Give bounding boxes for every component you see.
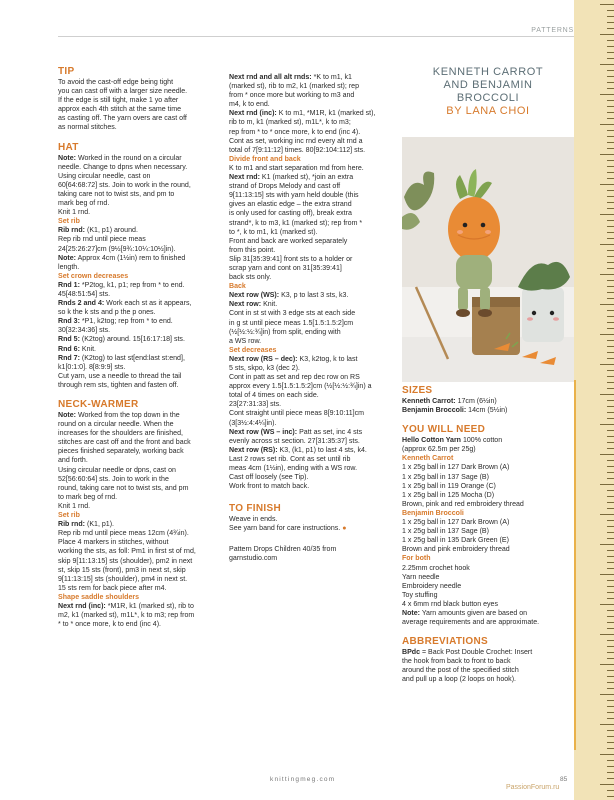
ruler-tick [600,244,614,245]
end-mark-icon: ● [342,525,347,533]
ruler-tick [607,250,614,251]
ruler-tick [600,544,614,545]
credit-text: garnstudio.com [229,554,278,562]
ruler-tick [607,718,614,719]
ruler-tick [607,448,614,449]
ruler-tick [607,496,614,497]
dec-text: (3[3½:4:4¼]in). [229,419,277,427]
ruler-tick [600,634,614,635]
ruler-tick [607,28,614,29]
ruler-tick [607,346,614,347]
nw-text: stitches are cast off and the front and back [58,439,191,447]
crown-text: through rem sts, tighten and fasten off. [58,381,179,389]
divide-text: from this point. [229,246,276,254]
accent-rule [574,380,576,750]
ruler-tick [607,490,614,491]
ruler-tick [607,418,614,419]
ruler-tick [600,514,614,515]
to-finish-heading: TO FINISH [229,503,281,515]
tip-text: approx each 4th stitch at the same time [58,106,181,114]
set-rib-subheading-2: Set rib [58,512,80,520]
ruler-tick [607,670,614,671]
nw-text: Knit 1 rnd. [58,502,91,510]
ruler-tick [600,304,614,305]
ruler-tick [607,292,614,293]
decreases-subheading: Set decreases [229,346,277,354]
crown-text: Rnds 2 and 4: Work each st as it appears, [58,300,192,308]
ruler-tick [607,286,614,287]
ruler-tick [607,736,614,737]
yarn-text: Hello Cotton Yarn 100% cotton [402,437,503,445]
ruler-tick [607,52,614,53]
hat-text: Using circular needle, cast on [58,172,151,180]
ruler-tick [607,196,614,197]
crown-text: Rnd 7: (K2tog) to last st[end:last st:end], [58,354,185,362]
rib2-text: 15 sts rem for back piece after m4. [58,584,167,592]
nw-text: increases for the shoulders are finished, [58,430,183,438]
ruler-tick [607,262,614,263]
ruler-tick [607,256,614,257]
ruler-tick [607,790,614,791]
ruler-tick [607,436,614,437]
ruler-tick [607,106,614,107]
hat-text: Note: Worked in the round on a circular [58,154,182,162]
dec-text: approx every 1.5[1.5:1.5:2]cm (½[½:½:¾]in) a [229,383,372,391]
ruler-tick [607,706,614,707]
ruler-tick [607,166,614,167]
abbr-text: and pull up a loop (2 loops on hook). [402,676,517,684]
ruler-tick [607,232,614,233]
nw-text: round on a circular needle. When the [58,421,174,429]
hat-text: 60[64:68:72] sts. Join to work in the round, [58,181,191,189]
ruler-tick [600,484,614,485]
ruler-tick [607,598,614,599]
ruler-tick [607,136,614,137]
dec-text: Work front to match back. [229,483,310,491]
nw-text: pieces finished separately, working back [58,448,184,456]
ruler-tick [607,628,614,629]
hat-text: mark beg of rnd. [58,200,110,208]
ruler-tick [607,730,614,731]
material-item: Brown, pink and red embroidery thread [402,500,524,508]
material-item: Toy stuffing [402,591,438,599]
ruler-tick [607,526,614,527]
rib2-text: Place 4 markers in stitches, without [58,539,169,547]
ruler-tick [607,22,614,23]
column-right [402,385,572,685]
abbreviations-heading: ABBREVIATIONS [402,636,488,648]
rib2-text: Rep rib rnd until piece meas 12cm (4¾in). [58,530,189,538]
ruler-tick [607,586,614,587]
ruler-tick [607,796,614,797]
back-text: rib to m, k1 (marked st), m1L*, k to m3; [229,119,351,127]
divide-text: strand of Drops Melody and cast off [229,183,341,191]
ruler-tick [600,334,614,335]
material-item: Embroidery needle [402,582,462,590]
ruler-tick [600,364,614,365]
material-item: 1 x 25g ball in 127 Dark Brown (A) [402,464,510,472]
dec-text: Cont in patt as set and rep dec row on RS [229,374,360,382]
ruler-tick [607,538,614,539]
ruler-tick [600,4,614,5]
title-line: AND BENJAMIN [443,79,533,91]
back-text: from * once more but working to m3 and [229,92,355,100]
ruler-tick [607,430,614,431]
ruler-tick [607,466,614,467]
ruler-tick [607,82,614,83]
divide-text: Front and back are worked separately [229,237,348,245]
ruler-tick [600,664,614,665]
ruler-tick [607,178,614,179]
ruler-tick [607,640,614,641]
divide-text: gives an elastic edge – the extra strand [229,201,352,209]
nw-text: to mark beg of rnd. [58,493,118,501]
ruler-tick [600,94,614,95]
saddle-text: Next rnd (inc): *M1R, k1 (marked st), rib to [58,602,194,610]
pattern-title [402,66,574,118]
ruler-tick [607,70,614,71]
ruler-tick [607,556,614,557]
ruler-tick [607,322,614,323]
finish-text: See yarn band for care instructions. ● [229,525,347,533]
back-text: Next rnd and all alt rnds: *K to m1, k1 [229,74,352,81]
crown-text: Rnd 5: (K2tog) around. 15[16:17:18] sts. [58,336,185,344]
rib-text: Note: Approx 4cm (1½in) rem to finished [58,254,186,262]
ruler-tick [600,694,614,695]
ruler-tick [600,454,614,455]
title-line: BROCCOLI [456,92,520,104]
ruler-tick [607,508,614,509]
column-middle [229,73,399,563]
ruler-tick [607,100,614,101]
material-item: 4 x 6mm rnd black button eyes [402,600,498,608]
title-line: KENNETH CARROT [432,66,544,78]
ruler-tick [607,742,614,743]
ruler-tick [607,592,614,593]
back-row-text: Next row (WS): K3, p to last 3 sts, k3. [229,292,349,300]
ruler-tick [600,724,614,725]
abbr-text: around the post of the specified stitch [402,667,519,675]
material-item: Yarn needle [402,573,440,581]
rib-text: length. [58,263,80,271]
hat-text: taking care not to twist sts, and pm to [58,190,175,198]
ruler-tick [607,328,614,329]
material-item: 1 x 25g ball in 137 Sage (B) [402,473,489,481]
tip-text: you can cast off with a larger size needle. [58,88,188,96]
crown-text: so k the k sts and p the p ones. [58,309,156,317]
dec-text: 23[27:31:33] sts. [229,401,282,409]
ruler-tick [607,298,614,299]
divide-text: 9[11:13:15] sts with yarn held double (this [229,192,359,200]
neck-warmer-heading: NECK-WARMER [58,399,139,410]
title-byline: BY LANA CHOI [446,105,530,117]
yarn-text: (approx 62.5m per 25g) [402,446,476,454]
divide-text: strand*, k to m3, k1 (marked st); rep from * [229,219,363,227]
ruler-tick [607,550,614,551]
ruler-tick [607,562,614,563]
nw-text: and forth. [58,457,88,465]
ruler-tick [607,502,614,503]
divide-text: Next rnd: K1 (marked st), *join an extra [229,174,354,182]
rib2-text: st, skip 15 sts (front), pm3 in next st, skip [58,566,186,574]
ruler-tick [600,604,614,605]
dec-text: Next row (RS – dec): K3, k2tog, k to last [229,355,358,363]
rib-text: Rib rnd: (K1, p1) around. [58,227,138,235]
footer-site: knittingmeg.com [270,776,336,783]
material-item: Brown and pink embroidery thread [402,546,510,554]
ruler-tick [607,400,614,401]
ruler-tick [607,46,614,47]
material-item: 1 x 25g ball in 125 Mocha (D) [402,491,495,499]
set-rib-subheading: Set rib [58,218,80,226]
ruler-tick [607,280,614,281]
ruler-tick [607,460,614,461]
ruler-tick [607,388,614,389]
dec-text: Next row (WS – inc): Patt as set, inc 4 sts [229,428,363,436]
ruler-tick [607,688,614,689]
ruler-tick [600,184,614,185]
back-row-text: Cont in st st with 3 edge sts at each side [229,310,356,318]
watermark: PassionForum.ru [506,784,560,791]
tip-text: as casting off. The yarn overs are cast off [58,115,187,123]
ruler-tick [600,214,614,215]
rib2-text: working the sts, as foll: Pm1 in first st of rnd, [58,548,196,556]
back-text: Cont as set, working inc rnd every alt rnd a [229,137,363,145]
back-subheading: Back [229,283,246,291]
divide-text: to *, k to m1, k1 (marked st). [229,228,318,236]
material-item: 1 x 25g ball in 119 Orange (C) [402,482,496,490]
ruler-tick [607,532,614,533]
abbr-text: BPdc = Back Post Double Crochet: Insert [402,649,533,657]
ruler-tick [607,772,614,773]
sizes-text: Kenneth Carrot: 17cm (6½in) [402,398,497,405]
ruler-tick [607,88,614,89]
ruler-tick [607,700,614,701]
ruler-tick [607,478,614,479]
ruler-tick [607,238,614,239]
divide-text: back sts only. [229,274,272,282]
ruler-tick [607,658,614,659]
ruler-tick [607,568,614,569]
ruler-tick [607,376,614,377]
ruler-tick [607,142,614,143]
ruler-tick [607,202,614,203]
crown-text: 45[48:51:54] sts. [58,290,111,298]
dec-text: meas 4cm (1½in), ending with a WS row. [229,465,358,473]
back-row-text: a WS row. [229,337,262,345]
hat-text: needle. Change to dpns when necessary. [58,163,188,171]
material-item: 1 x 25g ball in 135 Dark Green (E) [402,537,509,545]
ruler-tick [607,16,614,17]
ruler-tick [600,34,614,35]
rib2-text: Rib rnd: (K1, p1). [58,521,114,529]
ruler-tick [607,130,614,131]
ruler-tick [607,208,614,209]
ruler-tick [607,172,614,173]
back-text: total of 7[9:11:12] times. 80[92:104:112] sts. [229,146,366,154]
dec-text: Last 2 rows set rib. Cont as set until rib [229,455,351,463]
note-text: Note: Yarn amounts given are based on [402,609,528,617]
ruler-tick [607,10,614,11]
ruler-tick [607,316,614,317]
ruler-tick [607,406,614,407]
ruler-tick [607,778,614,779]
divide-text: K to m1 and start separation rnd from here. [229,164,364,172]
sizes-heading: SIZES [402,385,433,396]
ruler-tick [607,616,614,617]
divide-subheading: Divide front and back [229,155,301,163]
dec-text: 5 sts, skpo, k3 (dec 2). [229,365,300,372]
back-text: rep from * to * once more, k to end (inc 4). [229,128,361,136]
ruler-strip [574,0,614,800]
ruler-tick [607,58,614,59]
product-photo [402,137,574,382]
finish-text: Weave in ends. [229,516,278,524]
tip-text: as normal stitches. [58,124,117,132]
ruler-tick [607,412,614,413]
crown-text: 30[32:34:36] sts. [58,327,111,335]
back-row-text: in g st until piece meas 1.5[1.5:1.5:2]cm [229,319,354,327]
saddle-subheading: Shape saddle shoulders [58,593,140,601]
page-number: 85 [560,776,568,783]
rib2-text: 9[11:13:15] sts (shoulder), pm4 in next st. [58,575,188,583]
for-both-subheading: For both [402,555,431,563]
ruler-tick [600,754,614,755]
abbr-text: the hook from back to front to back [402,658,511,666]
tip-text: To avoid the cast-off edge being tight [58,79,174,86]
material-item: 1 x 25g ball in 127 Dark Brown (A) [402,519,510,527]
saddle-text: * to * once more, k to end (inc 4). [58,621,162,629]
ruler-tick [607,112,614,113]
material-item: 1 x 25g ball in 137 Sage (B) [402,528,489,536]
ruler-tick [607,748,614,749]
tip-text: If the edge is still tight, make 1 yo after [58,97,179,105]
ruler-tick [607,226,614,227]
header-divider [58,36,574,37]
ruler-tick [600,424,614,425]
ruler-tick [607,646,614,647]
crown-text: Rnd 3: *P1, k2tog; rep from * to end. [58,318,173,326]
dec-text: Next row (RS): K3, (k1, p1) to last 4 sts, k4. [229,446,367,454]
back-row-text: Next row: Knit. [229,301,278,309]
ruler-tick [607,40,614,41]
rib2-text: skip 9[11:13:15] sts (shoulder), pm2 in next [58,557,193,565]
dec-text: total of 4 times on each side. [229,392,319,400]
tip-heading: TIP [58,66,75,77]
ruler-tick [607,766,614,767]
nw-text: Using circular needle or dpns, cast on [58,466,176,474]
ruler-tick [607,340,614,341]
ruler-tick [607,382,614,383]
ruler-tick [607,220,614,221]
ruler-tick [607,610,614,611]
ruler-tick [600,784,614,785]
crown-text: Rnd 1: *P2tog, k1, p1; rep from * to end. [58,281,185,289]
ruler-tick [607,160,614,161]
rib-text: 24[25:26:27]cm (9½[9¾:10¼:10½]in). [58,245,176,253]
kenneth-subheading: Kenneth Carrot [402,455,454,463]
divide-text: Slip 31[35:39:41] front sts to a holder or [229,255,353,263]
crown-text: Rnd 6: Knit. [58,345,96,353]
ruler-tick [607,76,614,77]
ruler-tick [607,760,614,761]
section-tag: PATTERNS [531,27,574,34]
ruler-tick [607,352,614,353]
ruler-tick [600,124,614,125]
divide-text: scrap yarn and cont on 31[35:39:41] [229,264,342,272]
column-left [58,66,223,629]
back-text: m4, k to end. [229,101,270,109]
crown-subheading: Set crown decreases [58,272,129,280]
saddle-text: m2, k1 (marked st), m1L*, k to m3; rep from [58,612,195,620]
ruler-tick [607,268,614,269]
sizes-text: Benjamin Broccoli: 14cm (5½in) [402,407,508,415]
ruler-tick [600,154,614,155]
material-item: 2.25mm crochet hook [402,564,470,572]
ruler-tick [600,574,614,575]
crown-text: k1[0:1:0]. 8[8:9:9] sts. [58,363,126,371]
benjamin-subheading: Benjamin Broccoli [402,509,464,517]
ruler-tick [600,64,614,65]
hat-text: Knit 1 rnd. [58,209,91,217]
ruler-tick [600,274,614,275]
credit-text: Pattern Drops Children 40/35 from [229,545,337,553]
ruler-tick [607,682,614,683]
back-text: Next rnd (inc): K to m1, *M1R, k1 (marked st), [229,110,376,118]
nw-text: round, taking care not to twist sts, and pm [58,484,189,492]
ruler-tick [607,370,614,371]
ruler-tick [607,442,614,443]
hat-heading: HAT [58,141,79,153]
dec-text: evenly across st section. 27[31:35:37] sts. [229,437,360,445]
note-text: average requirements and are approximate. [402,619,540,627]
ruler-tick [607,358,614,359]
ruler-tick [607,148,614,149]
ruler-tick [607,310,614,311]
you-will-need-heading: YOU WILL NEED [402,424,486,436]
ruler-tick [607,190,614,191]
dec-text: Cast off loosely (see Tip). [229,474,309,482]
nw-text: Note: Worked from the top down in the [58,412,180,419]
divide-text: is only used for casting off), break extra [229,210,352,218]
ruler-tick [607,676,614,677]
dec-text: Cont straight until piece meas 8[9:10:11]cm [229,410,365,418]
nw-text: 52[56:60:64] sts. Join to work in the [58,475,169,483]
crown-text: Cut yarn, use a needle to thread the tail [58,372,182,380]
rib-text: Rep rib rnd until piece meas [58,236,146,244]
ruler-tick [600,394,614,395]
ruler-tick [607,622,614,623]
ruler-tick [607,472,614,473]
back-row-text: (½[½:½:¾]in) from split, ending with [229,328,341,336]
ruler-tick [607,580,614,581]
back-text: (marked st), rib to m2, k1 (marked st); rep [229,83,360,91]
ruler-tick [607,118,614,119]
ruler-tick [607,520,614,521]
ruler-tick [607,712,614,713]
ruler-tick [607,652,614,653]
